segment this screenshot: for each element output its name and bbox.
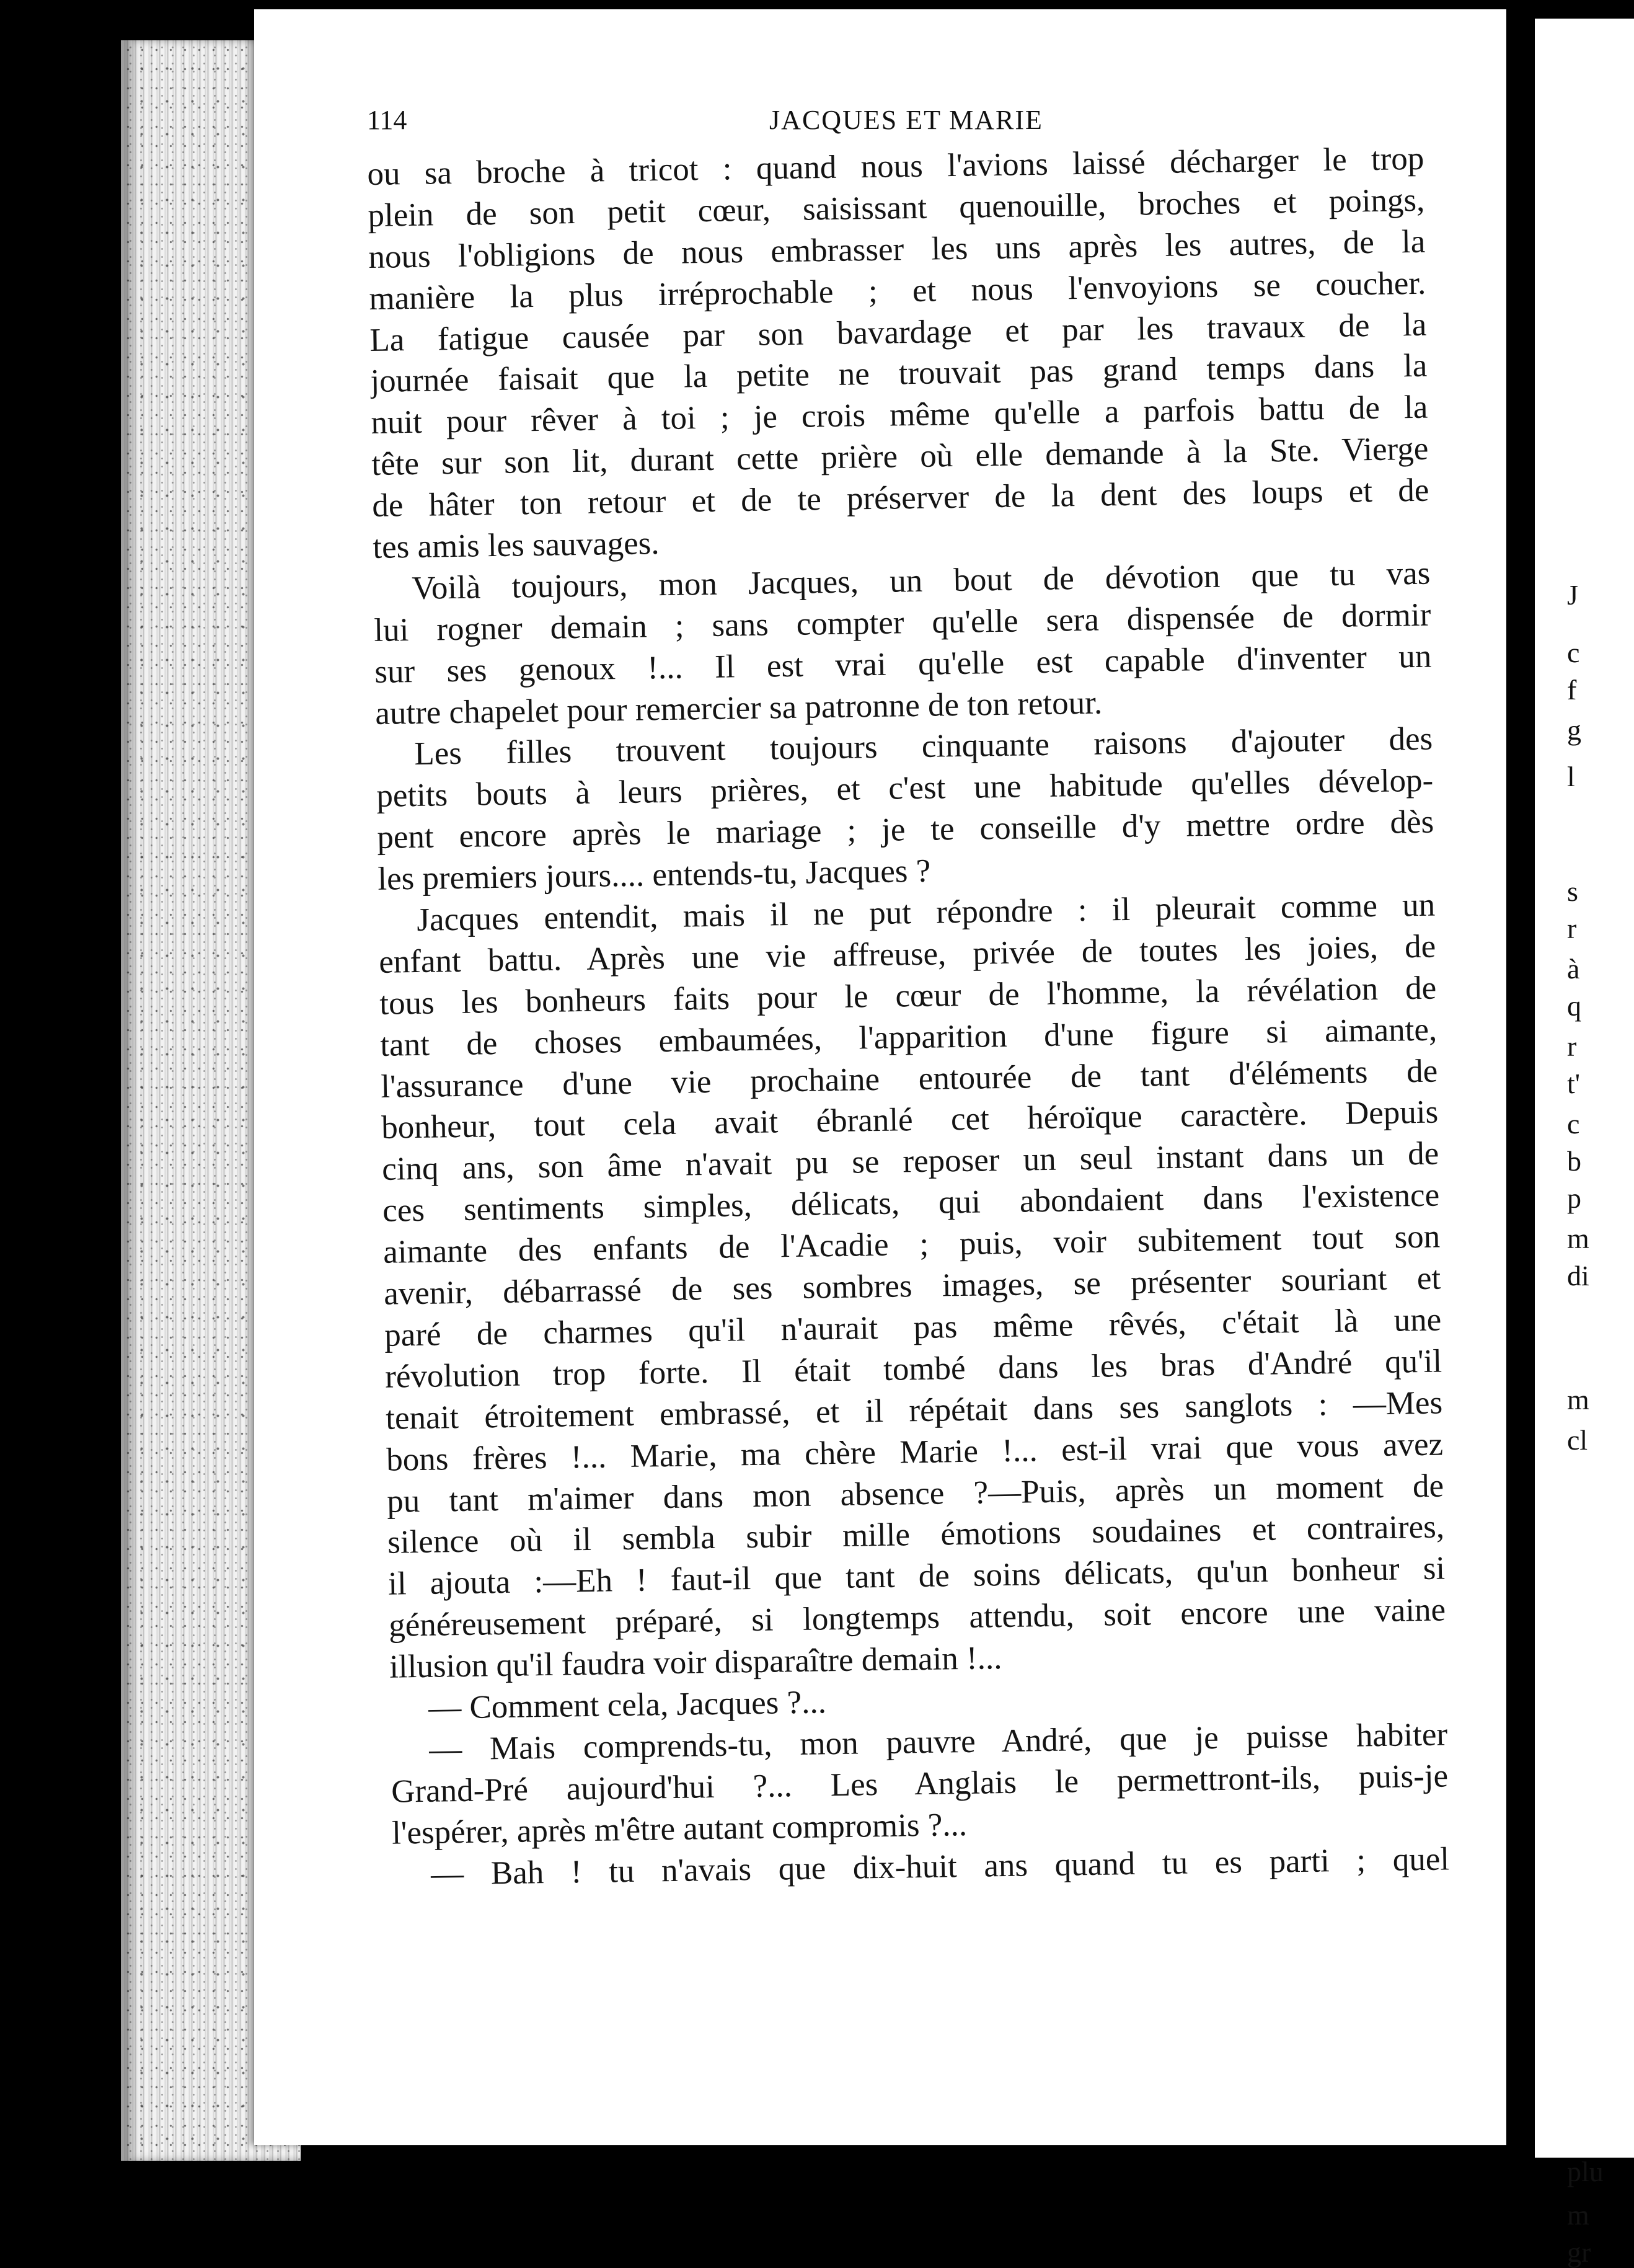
- text-line: ces sentiments simples, délicats, qui abondaient dans l'existence: [382, 1177, 1440, 1229]
- text-line: — Bah ! tu n'avais que dix-huit ans quand tu es parti ; quel: [430, 1840, 1450, 1892]
- text-line: pu tant m'aimer dans mon absence ?—Puis, après un moment de: [386, 1467, 1444, 1520]
- text-line: avenir, débarrassé de ses sombres images, se présenter souriant et: [383, 1260, 1441, 1312]
- text-line: Les filles trouvent toujours cinquante raisons d'ajouter des: [413, 721, 1433, 773]
- text-line: tes amis les sauvages.: [372, 525, 660, 565]
- text-line: Voilà toujours, mon Jacques, un bout de dévotion que tu vas: [411, 555, 1431, 606]
- adjacent-page-text-fragment: b: [1567, 1145, 1581, 1177]
- text-line: lui rogner demain ; sans compter qu'elle sera dispensée de dormir: [373, 596, 1431, 649]
- adjacent-page-text-fragment: di: [1567, 1260, 1589, 1291]
- text-line: manière la plus irréprochable ; et nous l'envoyions se coucher.: [369, 265, 1426, 317]
- text-line: généreusement préparé, si longtemps attendu, soit encore une vaine: [388, 1592, 1446, 1644]
- text-line: — Comment cela, Jacques ?...: [428, 1684, 827, 1726]
- text-line: tenait étroitement embrassé, et il répétait dans ses sanglots : —Mes: [385, 1384, 1443, 1437]
- text-line: révolution trop forte. Il était tombé dans les bras d'André qu'il: [384, 1343, 1442, 1395]
- adjacent-page-text-fragment: cl: [1567, 1424, 1588, 1456]
- adjacent-page-text-fragment: c: [1567, 1108, 1580, 1140]
- adjacent-page-text-fragment: plu: [1567, 2156, 1604, 2187]
- text-line: sur ses genoux !... Il est vrai qu'elle est capable d'inventer un: [374, 638, 1432, 690]
- text-line: journée faisait que la petite ne trouvait pas grand temps dans la: [370, 348, 1428, 400]
- text-line: ou sa broche à tricot : quand nous l'avions laissé décharger le trop: [367, 140, 1424, 192]
- text-line: nuit pour rêver à toi ; je crois même qu'elle a parfois battu de la: [371, 389, 1428, 441]
- adjacent-page-text-fragment: f: [1567, 674, 1577, 706]
- text-line: petits bouts à leurs prières, et c'est une habitude qu'elles dévelop-: [376, 762, 1434, 815]
- text-line: enfant battu. Après une vie affreuse, privée de toutes les joies, de: [378, 928, 1436, 980]
- running-head: JACQUES ET MARIE: [769, 105, 1043, 135]
- text-line: les premiers jours.... entends-tu, Jacques ?: [377, 853, 931, 898]
- adjacent-page-text-fragment: m: [1567, 1223, 1589, 1254]
- page-number: 114: [367, 105, 407, 135]
- text-line: autre chapelet pour remercier sa patronne de ton retour.: [374, 684, 1103, 732]
- text-line: bons frères !... Marie, ma chère Marie !... est-il vrai que vous avez: [386, 1426, 1444, 1478]
- adjacent-page-text-fragment: s: [1567, 875, 1578, 907]
- text-line: pent encore après le mariage ; je te conseille d'y mettre ordre dès: [376, 804, 1434, 856]
- adjacent-page-text-fragment: m: [1567, 2199, 1589, 2231]
- adjacent-page-text-fragment: à: [1567, 953, 1580, 985]
- text-line: — Mais comprends-tu, mon pauvre André, que je puisse habiter: [428, 1716, 1448, 1768]
- text-line: Jacques entendit, mais il ne put répondre : il pleurait comme un: [416, 887, 1436, 938]
- adjacent-page-text-fragment: l: [1567, 761, 1575, 792]
- adjacent-page-text-fragment: J: [1567, 579, 1578, 611]
- text-line: tant de choses embaumées, l'apparition d'une figure si aimante,: [379, 1011, 1437, 1063]
- text-line: paré de charmes qu'il n'aurait pas même rêvés, c'était là une: [384, 1301, 1442, 1353]
- text-line: La fatigue causée par son bavardage et par les travaux de la: [369, 306, 1427, 358]
- adjacent-page-text-fragment: p: [1567, 1182, 1581, 1214]
- adjacent-page-text-fragment: g: [1567, 714, 1581, 746]
- text-line: il ajouta :—Eh ! faut-il que tant de soins délicats, qu'un bonheur si: [387, 1550, 1446, 1603]
- text-line: l'assurance d'une vie prochaine entourée de tant d'éléments de: [380, 1053, 1438, 1105]
- text-line: bonheur, tout cela avait ébranlé cet héroïque caractère. Depuis: [381, 1094, 1439, 1146]
- adjacent-page-text-fragment: gr: [1567, 2236, 1591, 2268]
- text-line: l'espérer, après m'être autant compromis ?...: [391, 1806, 968, 1851]
- text-line: cinq ans, son âme n'avait pu se reposer un seul instant dans un de: [381, 1135, 1439, 1188]
- text-line: aimante des enfants de l'Acadie ; puis, voir subitement tout son: [382, 1218, 1441, 1270]
- text-line: plein de son petit cœur, saisissant quenouille, broches et poings,: [368, 182, 1425, 234]
- adjacent-page-text-fragment: r: [1567, 913, 1577, 944]
- text-line: Grand-Pré aujourd'hui ?... Les Anglais le permettront-ils, puis-je: [391, 1758, 1449, 1810]
- adjacent-page-text-fragment: c: [1567, 637, 1580, 668]
- adjacent-page-text-fragment: m: [1567, 1384, 1589, 1415]
- text-line: silence où il sembla subir mille émotions soudaines et contraires,: [387, 1508, 1445, 1561]
- text-line: nous l'obligions de nous embrasser les uns après les autres, de la: [368, 223, 1426, 275]
- text-line: tête sur son lit, durant cette prière où elle demande à la Ste. Vierge: [371, 430, 1429, 483]
- text-line: de hâter ton retour et de te préserver de la dent des loups et de: [371, 472, 1429, 525]
- body-text: [367, 138, 1453, 2119]
- adjacent-page-text-fragment: t': [1567, 1068, 1581, 1099]
- adjacent-page-text-fragment: r: [1567, 1030, 1577, 1062]
- adjacent-page-text-fragment: q: [1567, 990, 1581, 1022]
- text-line: illusion qu'il faudra voir disparaître demain !...: [389, 1640, 1002, 1685]
- adjacent-page-sliver: [1535, 19, 1634, 2268]
- text-line: tous les bonheurs faits pour le cœur de l'homme, la révélation de: [379, 970, 1437, 1022]
